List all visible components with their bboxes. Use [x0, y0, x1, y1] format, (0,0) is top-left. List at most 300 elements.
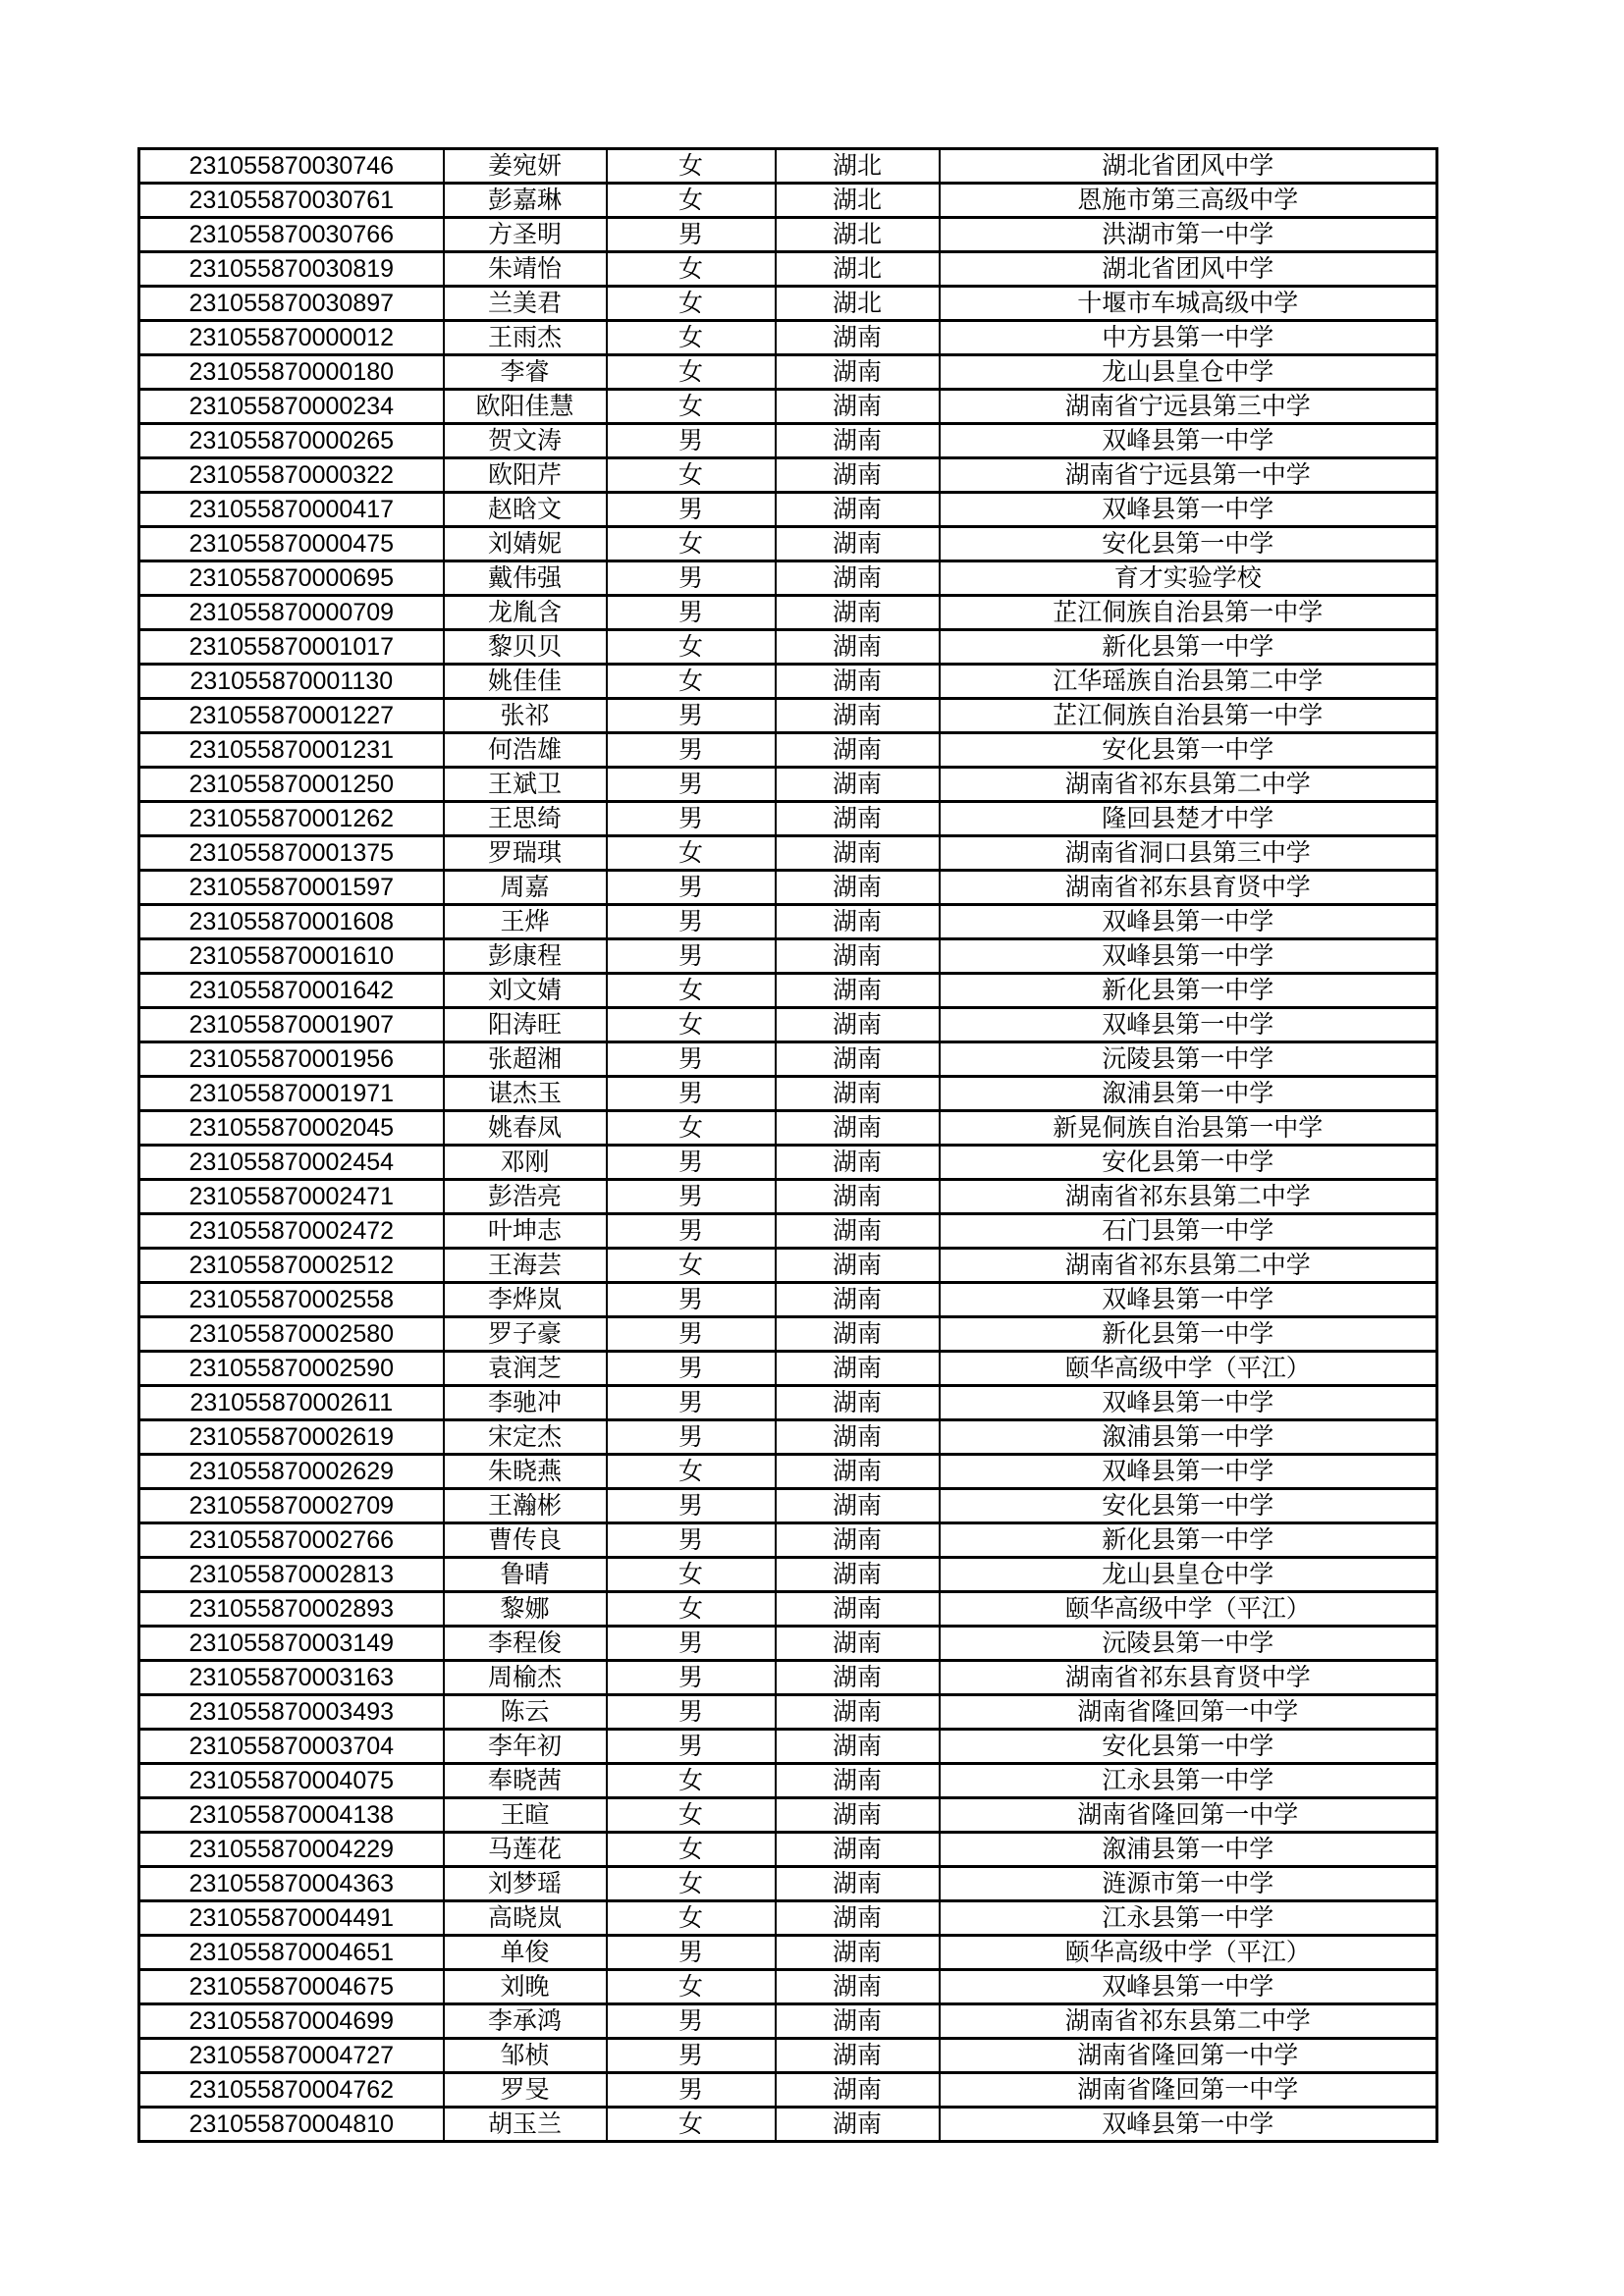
province-cell: 湖北 — [776, 218, 940, 252]
province-cell: 湖南 — [776, 1798, 940, 1833]
province-cell: 湖南 — [776, 871, 940, 905]
province-cell: 湖南 — [776, 2108, 940, 2142]
gender-cell: 女 — [607, 355, 776, 390]
table-row — [139, 390, 1437, 424]
province-cell: 湖南 — [776, 802, 940, 836]
exam-id-cell: 231055870030897 — [139, 287, 444, 321]
school-cell: 新化县第一中学 — [940, 1317, 1437, 1352]
exam-id-cell: 231055870002629 — [139, 1455, 444, 1489]
table-row — [139, 1730, 1437, 1764]
school-cell: 双峰县第一中学 — [940, 493, 1437, 527]
gender-cell: 男 — [607, 424, 776, 458]
gender-cell: 男 — [607, 1077, 776, 1111]
province-cell: 湖南 — [776, 1111, 940, 1146]
gender-cell: 女 — [607, 458, 776, 493]
school-cell: 安化县第一中学 — [940, 733, 1437, 768]
school-cell: 芷江侗族自治县第一中学 — [940, 699, 1437, 733]
name-cell: 李睿 — [444, 355, 607, 390]
province-cell: 湖南 — [776, 1558, 940, 1592]
school-cell: 洪湖市第一中学 — [940, 218, 1437, 252]
table-row — [139, 1214, 1437, 1249]
school-cell: 中方县第一中学 — [940, 321, 1437, 355]
name-cell: 鲁晴 — [444, 1558, 607, 1592]
province-cell: 湖南 — [776, 1317, 940, 1352]
province-cell: 湖南 — [776, 836, 940, 871]
name-cell: 姚春凤 — [444, 1111, 607, 1146]
name-cell: 单俊 — [444, 1936, 607, 1970]
table-row — [139, 1867, 1437, 1901]
exam-id-cell: 231055870000695 — [139, 561, 444, 596]
gender-cell: 男 — [607, 1489, 776, 1523]
province-cell: 湖南 — [776, 390, 940, 424]
table-row — [139, 1970, 1437, 2004]
table-row — [139, 218, 1437, 252]
school-cell: 湖南省隆回第一中学 — [940, 2039, 1437, 2073]
table-row — [139, 561, 1437, 596]
exam-id-cell: 231055870004727 — [139, 2039, 444, 2073]
exam-id-cell: 231055870002709 — [139, 1489, 444, 1523]
province-cell: 湖南 — [776, 424, 940, 458]
exam-id-cell: 231055870001597 — [139, 871, 444, 905]
table-row — [139, 2039, 1437, 2073]
table-row — [139, 939, 1437, 974]
province-cell: 湖南 — [776, 458, 940, 493]
name-cell: 叶坤志 — [444, 1214, 607, 1249]
province-cell: 湖南 — [776, 1764, 940, 1798]
student-roster-table — [137, 147, 1438, 2143]
school-cell: 芷江侗族自治县第一中学 — [940, 596, 1437, 630]
table-row — [139, 630, 1437, 665]
exam-id-cell: 231055870003704 — [139, 1730, 444, 1764]
gender-cell: 女 — [607, 630, 776, 665]
name-cell: 赵晗文 — [444, 493, 607, 527]
gender-cell: 男 — [607, 1352, 776, 1386]
table-row — [139, 1936, 1437, 1970]
table-row — [139, 2108, 1437, 2142]
school-cell: 涟源市第一中学 — [940, 1867, 1437, 1901]
table-row — [139, 665, 1437, 699]
exam-id-cell: 231055870001610 — [139, 939, 444, 974]
province-cell: 湖南 — [776, 939, 940, 974]
province-cell: 湖南 — [776, 493, 940, 527]
gender-cell: 男 — [607, 905, 776, 939]
school-cell: 新化县第一中学 — [940, 630, 1437, 665]
gender-cell: 女 — [607, 665, 776, 699]
province-cell: 湖南 — [776, 1420, 940, 1455]
province-cell: 湖南 — [776, 2039, 940, 2073]
exam-id-cell: 231055870001262 — [139, 802, 444, 836]
school-cell: 恩施市第三高级中学 — [940, 184, 1437, 218]
gender-cell: 男 — [607, 1661, 776, 1695]
gender-cell: 男 — [607, 699, 776, 733]
province-cell: 湖南 — [776, 630, 940, 665]
exam-id-cell: 231055870001907 — [139, 1008, 444, 1042]
province-cell: 湖南 — [776, 1730, 940, 1764]
table-row — [139, 1833, 1437, 1867]
exam-id-cell: 231055870000012 — [139, 321, 444, 355]
exam-id-cell: 231055870004363 — [139, 1867, 444, 1901]
school-cell: 江华瑶族自治县第二中学 — [940, 665, 1437, 699]
exam-id-cell: 231055870002471 — [139, 1180, 444, 1214]
school-cell: 江永县第一中学 — [940, 1901, 1437, 1936]
exam-id-cell: 231055870002472 — [139, 1214, 444, 1249]
exam-id-cell: 231055870002045 — [139, 1111, 444, 1146]
exam-id-cell: 231055870002512 — [139, 1249, 444, 1283]
school-cell: 湖南省洞口县第三中学 — [940, 836, 1437, 871]
table-row — [139, 1764, 1437, 1798]
name-cell: 李烨岚 — [444, 1283, 607, 1317]
exam-id-cell: 231055870001227 — [139, 699, 444, 733]
school-cell: 龙山县皇仓中学 — [940, 355, 1437, 390]
gender-cell: 女 — [607, 2108, 776, 2142]
province-cell: 湖南 — [776, 561, 940, 596]
gender-cell: 男 — [607, 1214, 776, 1249]
table-row — [139, 1077, 1437, 1111]
gender-cell: 女 — [607, 390, 776, 424]
table-row — [139, 596, 1437, 630]
province-cell: 湖南 — [776, 768, 940, 802]
table-row — [139, 1386, 1437, 1420]
school-cell: 龙山县皇仓中学 — [940, 1558, 1437, 1592]
name-cell: 高晓岚 — [444, 1901, 607, 1936]
province-cell: 湖南 — [776, 1627, 940, 1661]
province-cell: 湖南 — [776, 2004, 940, 2039]
province-cell: 湖南 — [776, 2073, 940, 2108]
name-cell: 王斌卫 — [444, 768, 607, 802]
province-cell: 湖南 — [776, 1283, 940, 1317]
province-cell: 湖南 — [776, 321, 940, 355]
table-row — [139, 355, 1437, 390]
exam-id-cell: 231055870003149 — [139, 1627, 444, 1661]
province-cell: 湖南 — [776, 733, 940, 768]
name-cell: 戴伟强 — [444, 561, 607, 596]
name-cell: 奉晓茜 — [444, 1764, 607, 1798]
table-row — [139, 1798, 1437, 1833]
province-cell: 湖南 — [776, 699, 940, 733]
exam-id-cell: 231055870001956 — [139, 1042, 444, 1077]
province-cell: 湖南 — [776, 1901, 940, 1936]
school-cell: 湖南省宁远县第一中学 — [940, 458, 1437, 493]
name-cell: 彭嘉琳 — [444, 184, 607, 218]
province-cell: 湖南 — [776, 1180, 940, 1214]
name-cell: 贺文涛 — [444, 424, 607, 458]
table-row — [139, 252, 1437, 287]
exam-id-cell: 231055870030766 — [139, 218, 444, 252]
province-cell: 湖南 — [776, 355, 940, 390]
gender-cell: 男 — [607, 802, 776, 836]
exam-id-cell: 231055870001231 — [139, 733, 444, 768]
exam-id-cell: 231055870000322 — [139, 458, 444, 493]
gender-cell: 女 — [607, 836, 776, 871]
gender-cell: 女 — [607, 149, 776, 184]
table-row — [139, 768, 1437, 802]
province-cell: 湖南 — [776, 1661, 940, 1695]
gender-cell: 男 — [607, 2073, 776, 2108]
gender-cell: 男 — [607, 1317, 776, 1352]
school-cell: 湖南省祁东县第二中学 — [940, 768, 1437, 802]
name-cell: 刘晚 — [444, 1970, 607, 2004]
gender-cell: 女 — [607, 1798, 776, 1833]
school-cell: 双峰县第一中学 — [940, 1970, 1437, 2004]
province-cell: 湖南 — [776, 974, 940, 1008]
gender-cell: 男 — [607, 871, 776, 905]
table-row — [139, 1283, 1437, 1317]
name-cell: 李承鸿 — [444, 2004, 607, 2039]
school-cell: 湖南省祁东县第二中学 — [940, 1180, 1437, 1214]
exam-id-cell: 231055870004491 — [139, 1901, 444, 1936]
gender-cell: 女 — [607, 1008, 776, 1042]
gender-cell: 女 — [607, 1867, 776, 1901]
table-row — [139, 321, 1437, 355]
table-row — [139, 1489, 1437, 1523]
school-cell: 湖南省祁东县第二中学 — [940, 1249, 1437, 1283]
gender-cell: 男 — [607, 1042, 776, 1077]
exam-id-cell: 231055870004762 — [139, 2073, 444, 2108]
name-cell: 方圣明 — [444, 218, 607, 252]
province-cell: 湖南 — [776, 1592, 940, 1627]
exam-id-cell: 231055870001130 — [139, 665, 444, 699]
name-cell: 龙胤含 — [444, 596, 607, 630]
exam-id-cell: 231055870001375 — [139, 836, 444, 871]
exam-id-cell: 231055870004138 — [139, 1798, 444, 1833]
name-cell: 马莲花 — [444, 1833, 607, 1867]
exam-id-cell: 231055870004810 — [139, 2108, 444, 2142]
table-row — [139, 2073, 1437, 2108]
table-row — [139, 1249, 1437, 1283]
table-row — [139, 974, 1437, 1008]
province-cell: 湖南 — [776, 1249, 940, 1283]
school-cell: 湖南省隆回第一中学 — [940, 1798, 1437, 1833]
school-cell: 双峰县第一中学 — [940, 939, 1437, 974]
name-cell: 刘文婧 — [444, 974, 607, 1008]
table-row — [139, 1352, 1437, 1386]
gender-cell: 女 — [607, 321, 776, 355]
school-cell: 双峰县第一中学 — [940, 2108, 1437, 2142]
exam-id-cell: 231055870000417 — [139, 493, 444, 527]
gender-cell: 男 — [607, 733, 776, 768]
exam-id-cell: 231055870002611 — [139, 1386, 444, 1420]
name-cell: 彭康程 — [444, 939, 607, 974]
table-row — [139, 1523, 1437, 1558]
exam-id-cell: 231055870004651 — [139, 1936, 444, 1970]
school-cell: 石门县第一中学 — [940, 1214, 1437, 1249]
gender-cell: 女 — [607, 1901, 776, 1936]
gender-cell: 女 — [607, 252, 776, 287]
gender-cell: 男 — [607, 1730, 776, 1764]
exam-id-cell: 231055870003493 — [139, 1695, 444, 1730]
province-cell: 湖南 — [776, 1008, 940, 1042]
school-cell: 湖南省祁东县育贤中学 — [940, 871, 1437, 905]
gender-cell: 女 — [607, 1833, 776, 1867]
name-cell: 朱晓燕 — [444, 1455, 607, 1489]
exam-id-cell: 231055870004675 — [139, 1970, 444, 2004]
name-cell: 周榆杰 — [444, 1661, 607, 1695]
table-row — [139, 184, 1437, 218]
name-cell: 黎娜 — [444, 1592, 607, 1627]
gender-cell: 男 — [607, 1283, 776, 1317]
gender-cell: 男 — [607, 1386, 776, 1420]
gender-cell: 女 — [607, 1111, 776, 1146]
gender-cell: 男 — [607, 493, 776, 527]
name-cell: 李年初 — [444, 1730, 607, 1764]
gender-cell: 男 — [607, 1180, 776, 1214]
name-cell: 周嘉 — [444, 871, 607, 905]
province-cell: 湖南 — [776, 1970, 940, 2004]
table-row — [139, 2004, 1437, 2039]
exam-id-cell: 231055870004229 — [139, 1833, 444, 1867]
gender-cell: 男 — [607, 218, 776, 252]
table-row — [139, 424, 1437, 458]
gender-cell: 女 — [607, 287, 776, 321]
table-row — [139, 1146, 1437, 1180]
name-cell: 王烨 — [444, 905, 607, 939]
name-cell: 宋定杰 — [444, 1420, 607, 1455]
name-cell: 欧阳佳慧 — [444, 390, 607, 424]
name-cell: 张祁 — [444, 699, 607, 733]
school-cell: 双峰县第一中学 — [940, 1008, 1437, 1042]
school-cell: 溆浦县第一中学 — [940, 1420, 1437, 1455]
gender-cell: 女 — [607, 527, 776, 561]
name-cell: 李驰冲 — [444, 1386, 607, 1420]
gender-cell: 女 — [607, 184, 776, 218]
table-row — [139, 1420, 1437, 1455]
table-row — [139, 458, 1437, 493]
province-cell: 湖南 — [776, 665, 940, 699]
exam-id-cell: 231055870002590 — [139, 1352, 444, 1386]
exam-id-cell: 231055870001642 — [139, 974, 444, 1008]
gender-cell: 女 — [607, 1558, 776, 1592]
school-cell: 湖南省祁东县育贤中学 — [940, 1661, 1437, 1695]
school-cell: 颐华高级中学（平江） — [940, 1936, 1437, 1970]
table-row — [139, 1661, 1437, 1695]
name-cell: 王思绮 — [444, 802, 607, 836]
school-cell: 安化县第一中学 — [940, 1146, 1437, 1180]
name-cell: 邹桢 — [444, 2039, 607, 2073]
province-cell: 湖南 — [776, 905, 940, 939]
school-cell: 溆浦县第一中学 — [940, 1833, 1437, 1867]
school-cell: 新化县第一中学 — [940, 974, 1437, 1008]
exam-id-cell: 231055870030819 — [139, 252, 444, 287]
province-cell: 湖北 — [776, 184, 940, 218]
name-cell: 曹传良 — [444, 1523, 607, 1558]
gender-cell: 女 — [607, 1970, 776, 2004]
school-cell: 双峰县第一中学 — [940, 1386, 1437, 1420]
table-row — [139, 1317, 1437, 1352]
school-cell: 双峰县第一中学 — [940, 1455, 1437, 1489]
exam-id-cell: 231055870003163 — [139, 1661, 444, 1695]
province-cell: 湖南 — [776, 1523, 940, 1558]
name-cell: 陈云 — [444, 1695, 607, 1730]
exam-id-cell: 231055870002454 — [139, 1146, 444, 1180]
gender-cell: 女 — [607, 1455, 776, 1489]
exam-id-cell: 231055870002619 — [139, 1420, 444, 1455]
school-cell: 湖南省隆回第一中学 — [940, 1695, 1437, 1730]
name-cell: 王雨杰 — [444, 321, 607, 355]
name-cell: 王瀚彬 — [444, 1489, 607, 1523]
school-cell: 新化县第一中学 — [940, 1523, 1437, 1558]
exam-id-cell: 231055870002558 — [139, 1283, 444, 1317]
gender-cell: 女 — [607, 1764, 776, 1798]
name-cell: 欧阳芹 — [444, 458, 607, 493]
exam-id-cell: 231055870000234 — [139, 390, 444, 424]
school-cell: 双峰县第一中学 — [940, 905, 1437, 939]
school-cell: 沅陵县第一中学 — [940, 1627, 1437, 1661]
province-cell: 湖南 — [776, 1455, 940, 1489]
exam-id-cell: 231055870030746 — [139, 149, 444, 184]
table-row — [139, 1008, 1437, 1042]
gender-cell: 女 — [607, 1592, 776, 1627]
name-cell: 王暄 — [444, 1798, 607, 1833]
province-cell: 湖南 — [776, 1833, 940, 1867]
table-row — [139, 1627, 1437, 1661]
school-cell: 安化县第一中学 — [940, 1730, 1437, 1764]
school-cell: 湖南省隆回第一中学 — [940, 2073, 1437, 2108]
province-cell: 湖南 — [776, 1352, 940, 1386]
name-cell: 王海芸 — [444, 1249, 607, 1283]
name-cell: 罗旻 — [444, 2073, 607, 2108]
school-cell: 双峰县第一中学 — [940, 1283, 1437, 1317]
province-cell: 湖南 — [776, 1867, 940, 1901]
province-cell: 湖南 — [776, 1695, 940, 1730]
table-row — [139, 493, 1437, 527]
table-row — [139, 149, 1437, 184]
exam-id-cell: 231055870001971 — [139, 1077, 444, 1111]
school-cell: 湖北省团风中学 — [940, 149, 1437, 184]
school-cell: 颐华高级中学（平江） — [940, 1352, 1437, 1386]
table-row — [139, 905, 1437, 939]
table-row — [139, 871, 1437, 905]
name-cell: 罗子豪 — [444, 1317, 607, 1352]
exam-id-cell: 231055870001250 — [139, 768, 444, 802]
gender-cell: 男 — [607, 1146, 776, 1180]
table-row — [139, 1180, 1437, 1214]
province-cell: 湖北 — [776, 287, 940, 321]
name-cell: 姜宛妍 — [444, 149, 607, 184]
name-cell: 李程俊 — [444, 1627, 607, 1661]
table-row — [139, 836, 1437, 871]
exam-id-cell: 231055870000265 — [139, 424, 444, 458]
name-cell: 刘梦瑶 — [444, 1867, 607, 1901]
province-cell: 湖北 — [776, 149, 940, 184]
province-cell: 湖南 — [776, 527, 940, 561]
province-cell: 湖南 — [776, 1386, 940, 1420]
province-cell: 湖北 — [776, 252, 940, 287]
gender-cell: 男 — [607, 1695, 776, 1730]
gender-cell: 男 — [607, 2039, 776, 2073]
school-cell: 湖南省宁远县第三中学 — [940, 390, 1437, 424]
gender-cell: 男 — [607, 768, 776, 802]
table-row — [139, 1901, 1437, 1936]
name-cell: 兰美君 — [444, 287, 607, 321]
province-cell: 湖南 — [776, 1042, 940, 1077]
exam-id-cell: 231055870000475 — [139, 527, 444, 561]
table-row — [139, 699, 1437, 733]
exam-id-cell: 231055870000180 — [139, 355, 444, 390]
exam-id-cell: 231055870004075 — [139, 1764, 444, 1798]
name-cell: 张超湘 — [444, 1042, 607, 1077]
school-cell: 颐华高级中学（平江） — [940, 1592, 1437, 1627]
gender-cell: 男 — [607, 1420, 776, 1455]
exam-id-cell: 231055870030761 — [139, 184, 444, 218]
name-cell: 朱靖怡 — [444, 252, 607, 287]
name-cell: 姚佳佳 — [444, 665, 607, 699]
table-row — [139, 1111, 1437, 1146]
name-cell: 何浩雄 — [444, 733, 607, 768]
school-cell: 湖北省团风中学 — [940, 252, 1437, 287]
roster-body — [139, 149, 1437, 2142]
name-cell: 袁润芝 — [444, 1352, 607, 1386]
exam-id-cell: 231055870004699 — [139, 2004, 444, 2039]
